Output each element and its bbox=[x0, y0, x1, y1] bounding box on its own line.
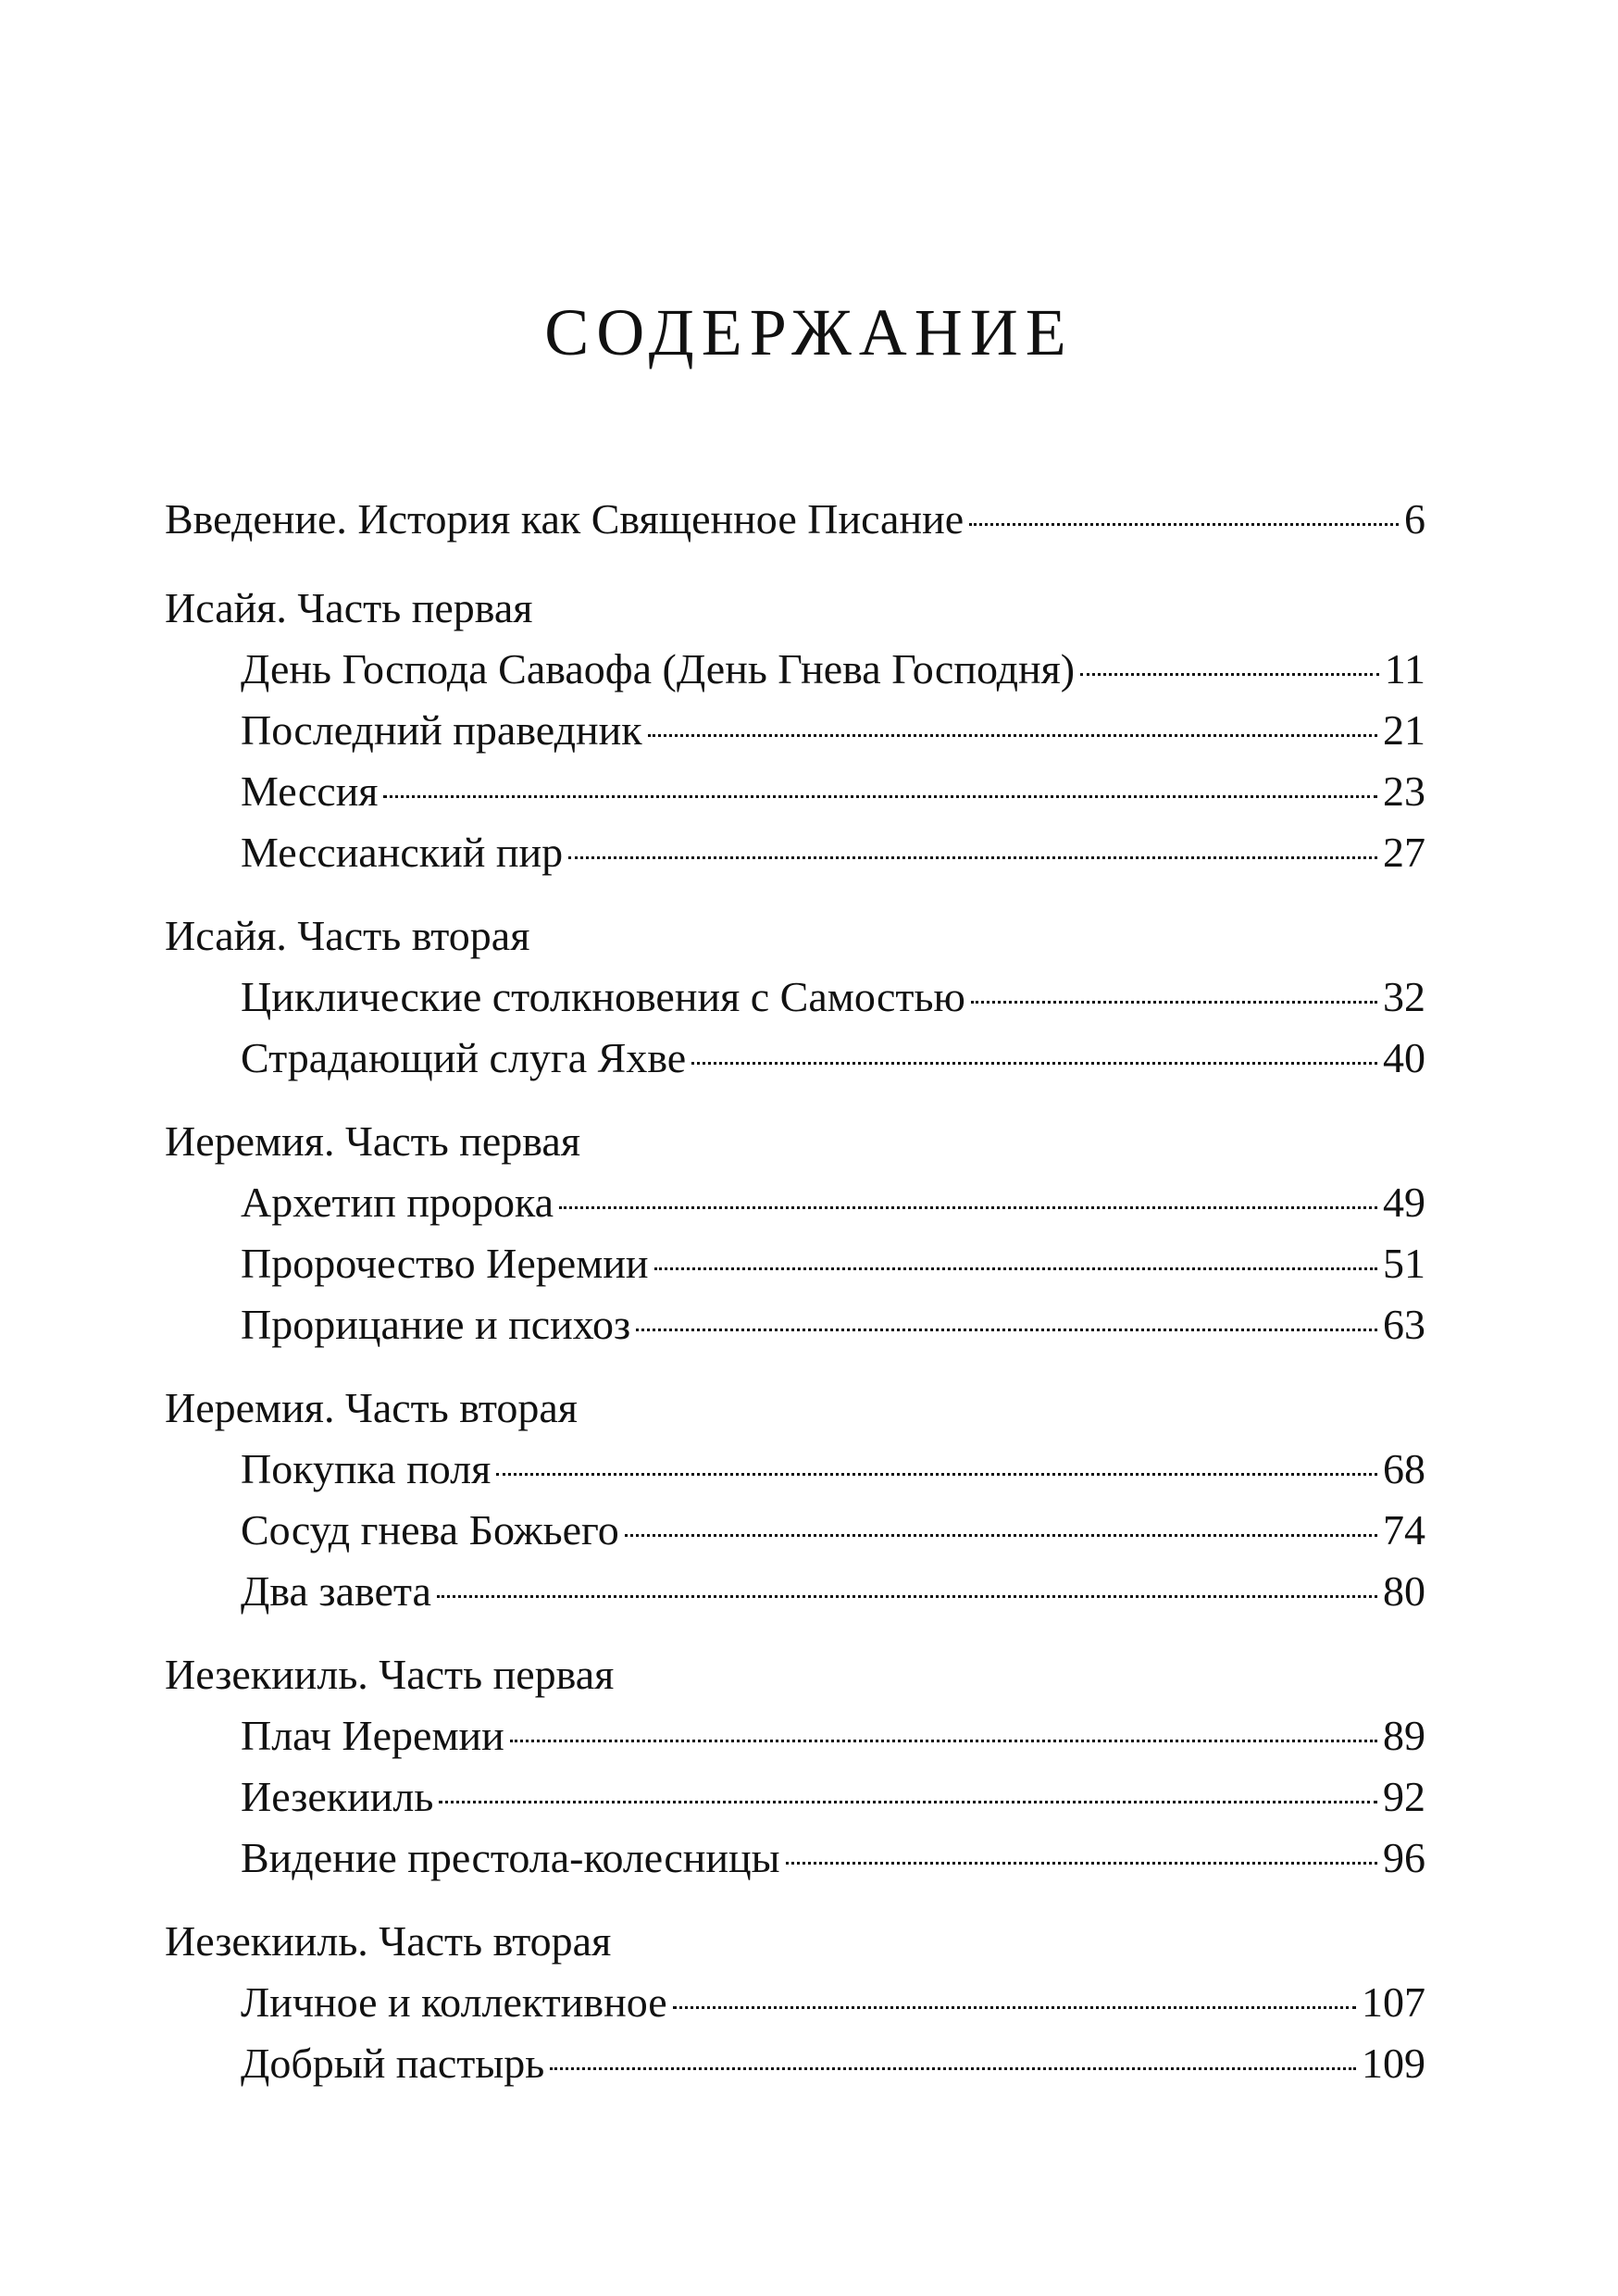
toc-section-heading[interactable]: Иезекииль. Часть первая bbox=[165, 1651, 615, 1698]
toc-entry[interactable] bbox=[165, 1766, 1425, 1828]
dot-leader bbox=[969, 523, 1399, 526]
toc-page-number: 107 bbox=[1362, 1978, 1425, 2026]
dot-leader bbox=[437, 1595, 1377, 1598]
toc-section-heading[interactable]: Иезекииль. Часть вторая bbox=[165, 1917, 612, 1965]
toc-entry-label: Видение престола-колесницы bbox=[241, 1834, 780, 1881]
toc-entry[interactable] bbox=[165, 822, 1425, 883]
toc-entry-label: Прорицание и психоз bbox=[241, 1301, 631, 1348]
toc-page-number: 6 bbox=[1404, 495, 1425, 543]
toc-page-number: 23 bbox=[1383, 767, 1425, 815]
dot-leader bbox=[648, 734, 1377, 737]
dot-leader bbox=[673, 2006, 1356, 2009]
toc-entry[interactable] bbox=[165, 1439, 1425, 1500]
toc-page-number: 11 bbox=[1384, 645, 1425, 693]
toc-entry[interactable] bbox=[165, 1028, 1425, 1089]
dot-leader bbox=[625, 1534, 1377, 1537]
dot-leader bbox=[510, 1740, 1377, 1742]
dot-leader bbox=[568, 856, 1377, 859]
toc-page-number: 40 bbox=[1383, 1034, 1425, 1081]
toc-page-number: 63 bbox=[1383, 1301, 1425, 1348]
toc-entry-label: Введение. История как Священное Писание bbox=[165, 495, 965, 543]
dot-leader bbox=[559, 1206, 1377, 1209]
toc-entry-label: Пророчество Иеремии bbox=[241, 1240, 649, 1287]
toc-section bbox=[165, 1644, 1425, 1889]
toc-entry[interactable] bbox=[165, 1294, 1425, 1355]
toc-section bbox=[165, 1111, 1425, 1355]
dot-leader bbox=[439, 1801, 1377, 1803]
toc-page-number: 32 bbox=[1383, 973, 1425, 1020]
toc-section bbox=[165, 1378, 1425, 1622]
toc-page-number: 51 bbox=[1383, 1240, 1425, 1287]
toc-page-number: 49 bbox=[1383, 1179, 1425, 1226]
toc-page-number: 96 bbox=[1383, 1834, 1425, 1881]
toc-entry[interactable] bbox=[165, 1828, 1425, 1889]
toc-entry[interactable] bbox=[165, 1500, 1425, 1561]
toc-entry[interactable] bbox=[165, 1972, 1425, 2033]
toc-entry-label: Сосуд гнева Божьего bbox=[241, 1506, 619, 1554]
dot-leader bbox=[636, 1329, 1377, 1331]
toc-entry-label: Добрый пастырь bbox=[241, 2040, 545, 2087]
dot-leader bbox=[691, 1062, 1377, 1065]
toc-entry-label: Мессия bbox=[241, 767, 379, 815]
toc-entry-label: Мессианский пир bbox=[241, 829, 564, 876]
toc-section-heading[interactable]: Исайя. Часть первая bbox=[165, 584, 533, 631]
toc-page-number: 21 bbox=[1383, 706, 1425, 754]
toc-page-number: 109 bbox=[1362, 2040, 1425, 2087]
page-title: СОДЕРЖАНИЕ bbox=[544, 295, 1074, 369]
dot-leader bbox=[496, 1473, 1377, 1476]
toc-page-number: 74 bbox=[1383, 1506, 1425, 1554]
toc-entry[interactable] bbox=[165, 1233, 1425, 1294]
toc-entry-label: День Господа Саваофа (День Гнева Господня) bbox=[241, 645, 1076, 693]
toc-page-number: 27 bbox=[1383, 829, 1425, 876]
dot-leader bbox=[971, 1001, 1377, 1004]
dot-leader bbox=[550, 2067, 1356, 2070]
toc-page-number: 92 bbox=[1383, 1773, 1425, 1820]
toc-page-number: 80 bbox=[1383, 1567, 1425, 1615]
toc-entry[interactable] bbox=[165, 967, 1425, 1028]
toc-section bbox=[165, 905, 1425, 1089]
toc-section bbox=[165, 578, 1425, 883]
toc-entry[interactable] bbox=[165, 700, 1425, 761]
toc-entry-intro[interactable] bbox=[165, 489, 1425, 550]
toc-page-number: 68 bbox=[1383, 1445, 1425, 1492]
toc-page-number: 89 bbox=[1383, 1712, 1425, 1759]
toc-entry-label: Циклические столкновения с Самостью bbox=[241, 973, 965, 1020]
toc-entry-label: Иезекииль bbox=[241, 1773, 434, 1820]
toc-entry-label: Страдающий слуга Яхве bbox=[241, 1034, 687, 1081]
toc-section-heading[interactable]: Исайя. Часть вторая bbox=[165, 912, 530, 959]
toc-entry-label: Плач Иеремии bbox=[241, 1712, 504, 1759]
toc-entry-label: Два завета bbox=[241, 1567, 431, 1615]
toc-sections bbox=[165, 578, 1425, 2094]
toc-entry[interactable] bbox=[165, 2033, 1425, 2094]
toc-entry-label: Последний праведник bbox=[241, 706, 642, 754]
dot-leader bbox=[654, 1267, 1377, 1270]
toc-entry-label: Покупка поля bbox=[241, 1445, 492, 1492]
toc-entry[interactable] bbox=[165, 1705, 1425, 1766]
toc-section-heading[interactable]: Иеремия. Часть вторая bbox=[165, 1384, 578, 1431]
toc-section bbox=[165, 1911, 1425, 2094]
toc-entry[interactable] bbox=[165, 639, 1425, 700]
table-of-contents bbox=[165, 489, 1425, 2094]
dot-leader bbox=[1080, 673, 1379, 676]
toc-entry-label: Личное и коллективное bbox=[241, 1978, 667, 2026]
dot-leader bbox=[383, 795, 1377, 798]
toc-entry[interactable] bbox=[165, 761, 1425, 822]
toc-entry[interactable] bbox=[165, 1172, 1425, 1233]
dot-leader bbox=[786, 1862, 1377, 1865]
toc-section-heading[interactable]: Иеремия. Часть первая bbox=[165, 1117, 580, 1165]
toc-entry-label: Архетип пророка bbox=[241, 1179, 554, 1226]
toc-entry[interactable] bbox=[165, 1561, 1425, 1622]
